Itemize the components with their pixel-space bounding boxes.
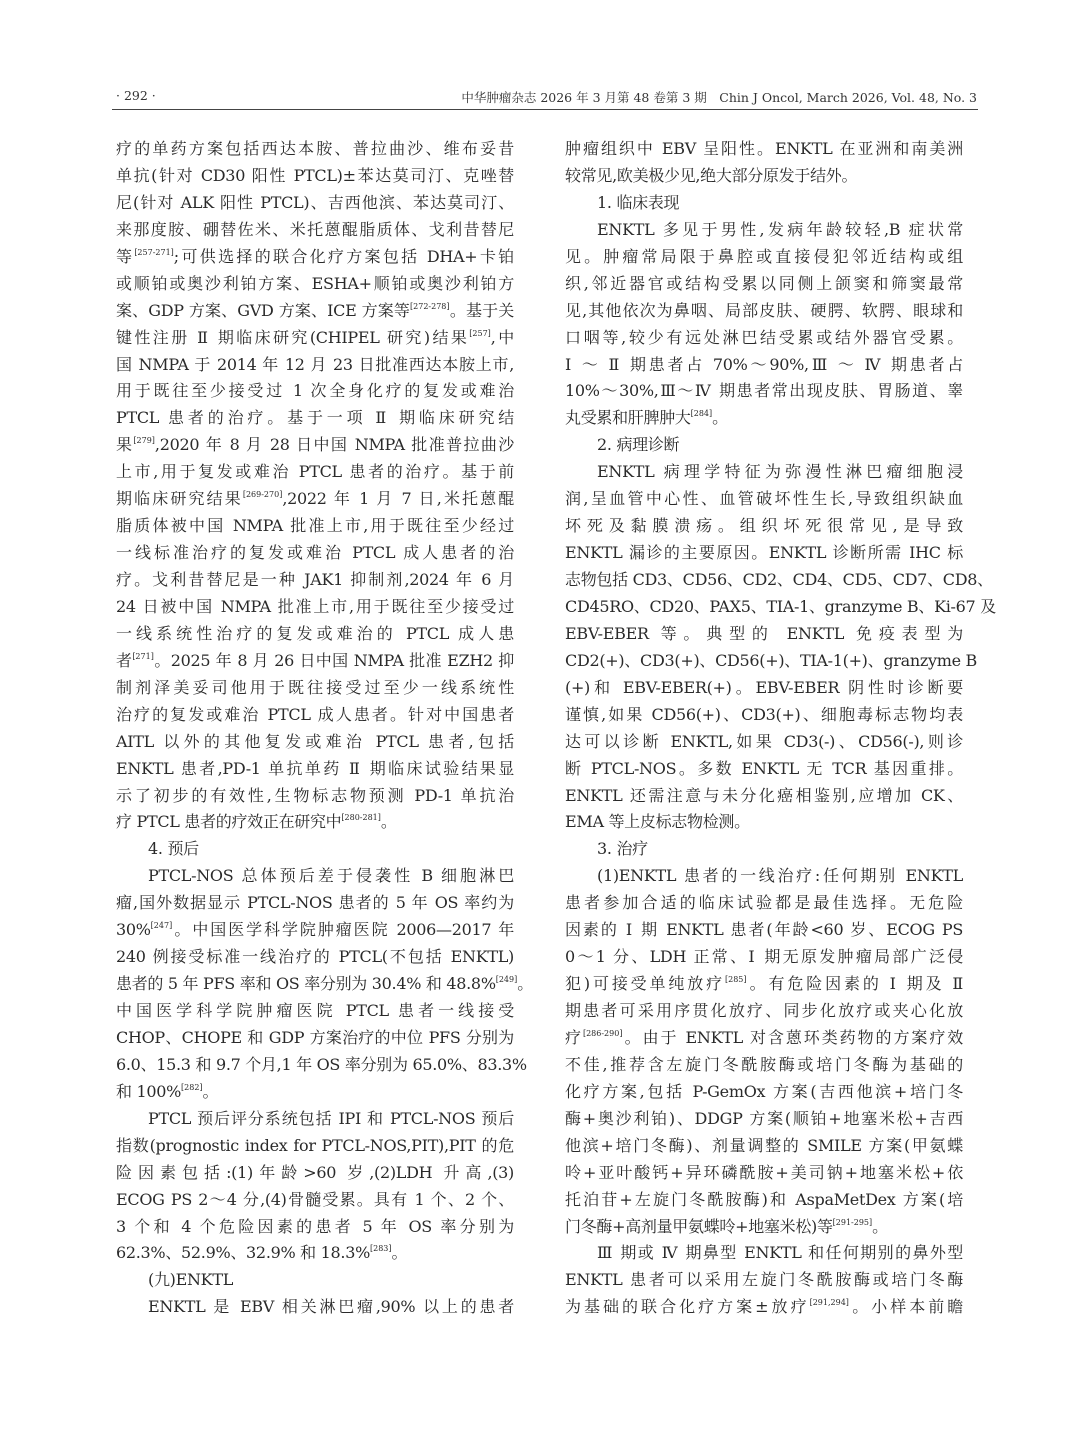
- text-line: PTCL 患者的治疗。基于一项 Ⅱ 期临床研究结: [116, 408, 514, 428]
- citation-ref: [257]: [469, 328, 491, 338]
- running-header: 中华肿瘤杂志 2026 年 3 月第 48 卷第 3 期 Chin J Oncol, March 2026, Vol. 48, No. 3: [461, 90, 977, 105]
- text-line: 上市,用于复发或难治 PTCL 患者的治疗。基于前: [116, 462, 514, 482]
- text-line: 丸受累和肝脾肿大[284]。: [565, 408, 728, 428]
- citation-ref: [269-270]: [242, 490, 283, 500]
- text-line: EMA 等上皮标志物检测。: [565, 812, 750, 832]
- citation-ref: [249]: [495, 975, 518, 985]
- text-line: ENKTL 是 EBV 相关淋巴瘤,90% 以上的患者: [148, 1297, 514, 1317]
- text-line: AITL 以外的其他复发或难治 PTCL 患者,包括: [116, 731, 514, 751]
- citation-ref: [283]: [370, 1244, 392, 1254]
- text-line: 呤+亚叶酸钙+异环磷酰胺+美司钠+地塞米松+依: [565, 1162, 963, 1182]
- citation-ref: [247]: [150, 921, 173, 931]
- text-line: 3. 治疗: [597, 839, 648, 859]
- text-line: (九)ENKTL: [148, 1270, 234, 1290]
- text-line: 果[279],2020 年 8 月 28 日中国 NMPA 批准普拉曲沙: [116, 435, 514, 455]
- citation-ref: [284]: [690, 409, 713, 419]
- text-line: 30%[247]。中国医学科学院肿瘤医院 2006—2017 年: [116, 920, 514, 940]
- text-line: 键性注册 Ⅱ 期临床研究(CHIPEL 研究)结果[257],中: [116, 327, 514, 347]
- text-line: 用于既往至少接受过 1 次全身化疗的复发或难治: [116, 381, 514, 401]
- text-line: ENKTL 多见于男性,发病年龄较轻,B 症状常: [597, 219, 963, 239]
- text-line: 单抗(针对 CD30 阳性 PTCL)±苯达莫司汀、克唑替: [116, 165, 514, 185]
- citation-ref: [279]: [133, 436, 155, 446]
- text-line: 0～1 分、LDH 正常、Ⅰ 期无原发肿瘤局部广泛侵: [565, 947, 963, 967]
- text-line: 者[271]。2025 年 8 月 26 日中国 NMPA 批准 EZH2 抑: [116, 650, 515, 670]
- text-line: 犯)可接受单纯放疗[285]。有危险因素的 Ⅰ 期及 Ⅱ: [565, 974, 963, 994]
- text-line: 示了初步的有效性,生物标志物预测 PD-1 单抗治: [116, 785, 514, 805]
- text-line: 断 PTCL-NOS。多数 ENKTL 无 TCR 基因重排。: [565, 758, 963, 778]
- citation-ref: [286-290]: [582, 1028, 623, 1038]
- text-line: EBV-EBER 等。典型的 ENKTL 免疫表型为: [565, 623, 963, 643]
- text-line: 240 例接受标准一线治疗的 PTCL(不包括 ENKTL): [116, 947, 514, 967]
- text-line: 患者的 5 年 PFS 率和 OS 率分别为 30.4% 和 48.8%[249]。: [116, 974, 533, 994]
- text-line: 织,邻近器官或结构受累以同侧上颌窦和筛窦最常: [565, 273, 963, 293]
- text-line: 化疗方案,包括 P-GemOx 方案(吉西他滨+培门冬: [565, 1081, 963, 1101]
- text-line: 治疗的复发或难治 PTCL 成人患者。针对中国患者: [116, 704, 514, 724]
- text-line: 坏死及黏膜溃疡。组织坏死很常见,是导致: [565, 516, 963, 536]
- text-line: 制剂泽美妥司他用于既往接受过至少一线系统性: [116, 677, 514, 697]
- text-line: 谨慎,如果 CD56(+)、CD3(+)、细胞毒标志物均表: [565, 704, 963, 724]
- text-line: CD45RO、CD20、PAX5、TIA-1、granzyme B、Ki-67 及: [565, 596, 996, 616]
- text-line: 或顺铂或奥沙利铂方案、ESHA+顺铂或奥沙利铂方: [116, 273, 514, 293]
- citation-ref: [291-295]: [832, 1217, 873, 1227]
- text-line: 患者参加合适的临床试验都是最佳选择。无危险: [565, 893, 963, 913]
- citation-ref: [272-278]: [410, 301, 450, 311]
- text-line: 瘤,国外数据显示 PTCL-NOS 患者的 5 年 OS 率约为: [116, 893, 514, 913]
- text-line: 口咽等,较少有远处淋巴结受累或结外器官受累。: [565, 327, 963, 347]
- text-line: (+)和 EBV-EBER(+)。EBV-EBER 阴性时诊断要: [565, 677, 963, 697]
- text-line: 1. 临床表现: [597, 192, 680, 212]
- text-line: 24 日被中国 NMPA 批准上市,用于既往至少接受过: [116, 596, 514, 616]
- text-line: 和 100%[282]。: [116, 1081, 219, 1101]
- text-line: 较常见,欧美极少见,绝大部分原发于结外。: [565, 165, 858, 185]
- text-line: (1)ENKTL 患者的一线治疗:任何期别 ENKTL: [597, 866, 963, 886]
- text-line: 2. 病理诊断: [597, 435, 680, 455]
- text-line: 尼(针对 ALK 阳性 PTCL)、吉西他滨、苯达莫司汀、: [116, 192, 514, 212]
- text-line: 一线标准治疗的复发或难治 PTCL 成人患者的治: [116, 543, 514, 563]
- citation-ref: [257-271]: [134, 247, 174, 257]
- text-line: 志物包括 CD3、CD56、CD2、CD4、CD5、CD7、CD8、: [565, 570, 993, 589]
- text-line: 6.0、15.3 和 9.7 个月,1 年 OS 率分别为 65.0%、83.3%: [116, 1054, 527, 1074]
- text-line: 62.3%、52.9%、32.9% 和 18.3%[283]。: [116, 1243, 408, 1263]
- citation-ref: [291,294]: [809, 1298, 849, 1308]
- text-line: 酶+奥沙利铂)、DDGP 方案(顺铂+地塞米松+吉西: [565, 1108, 963, 1128]
- text-line: PTCL-NOS 总体预后差于侵袭性 B 细胞淋巴: [148, 866, 514, 886]
- text-line: 中国医学科学院肿瘤医院 PTCL 患者一线接受: [116, 1001, 514, 1020]
- text-line: 等[257-271];可供选择的联合化疗方案包括 DHA+卡铂: [116, 246, 515, 266]
- text-line: 他滨+培门冬酶)、剂量调整的 SMILE 方案(甲氨蝶: [565, 1135, 963, 1155]
- citation-ref: [282]: [181, 1082, 203, 1092]
- citation-ref: [271]: [132, 651, 154, 661]
- text-line: 托泊苷+左旋门冬酰胺酶)和 AspaMetDex 方案(培: [565, 1189, 963, 1209]
- text-line: Ⅰ ～ Ⅱ 期患者占 70%～90%,Ⅲ ～ Ⅳ 期患者占: [565, 354, 963, 374]
- text-line: 门冬酶+高剂量甲氨蝶呤+地塞米松)等[291-295]。: [565, 1216, 888, 1236]
- text-line: ENKTL 患者,PD-1 单抗单药 Ⅱ 期临床试验结果显: [116, 758, 514, 778]
- text-line: 一线系统性治疗的复发或难治的 PTCL 成人患: [116, 623, 514, 643]
- text-line: 为基础的联合化疗方案±放疗[291,294]。小样本前瞻: [565, 1297, 964, 1317]
- page-number: · 292 ·: [116, 88, 156, 103]
- text-line: 国 NMPA 于 2014 年 12 月 23 日批准西达本胺上市,: [116, 354, 514, 374]
- left-column: [116, 136, 533, 1321]
- text-line: PTCL 预后评分系统包括 IPI 和 PTCL-NOS 预后: [148, 1108, 514, 1128]
- text-line: 达可以诊断 ENKTL,如果 CD3(-)、CD56(-),则诊: [565, 731, 963, 751]
- citation-ref: [280-281]: [341, 813, 381, 823]
- text-line: ENKTL 还需注意与未分化癌相鉴别,应增加 CK、: [565, 785, 963, 805]
- text-line: 来那度胺、硼替佐米、米托蒽醌脂质体、戈利昔替尼: [116, 219, 514, 239]
- text-line: 疗。戈利昔替尼是一种 JAK1 抑制剂,2024 年 6 月: [116, 570, 514, 589]
- text-line: 疗的单药方案包括西达本胺、普拉曲沙、维布妥昔: [116, 139, 514, 158]
- text-line: ECOG PS 2～4 分,(4)骨髓受累。具有 1 个、2 个、: [116, 1189, 514, 1209]
- text-line: ENKTL 病理学特征为弥漫性淋巴瘤细胞浸: [597, 462, 963, 482]
- text-line: 疗 PTCL 患者的疗效正在研究中[280-281]。: [116, 812, 397, 832]
- text-line: Ⅲ 期或 Ⅳ 期鼻型 ENKTL 和任何期别的鼻外型: [597, 1243, 963, 1263]
- header-rule: [112, 109, 978, 110]
- text-line: ENKTL 患者可以采用左旋门冬酰胺酶或培门冬酶: [565, 1270, 963, 1290]
- text-line: 见。肿瘤常局限于鼻腔或直接侵犯邻近结构或组: [565, 246, 963, 266]
- text-line: 疗[286-290]。由于 ENKTL 对含蒽环类药物的方案疗效: [565, 1027, 963, 1047]
- text-line: ENKTL 漏诊的主要原因。ENKTL 诊断所需 IHC 标: [565, 543, 963, 563]
- text-line: CD2(+)、CD3(+)、CD56(+)、TIA-1(+)、granzyme B: [565, 650, 978, 670]
- text-line: 因素的 Ⅰ 期 ENKTL 患者(年龄<60 岁、ECOG PS: [565, 920, 963, 940]
- text-line: 3 个和 4 个危险因素的患者 5 年 OS 率分别为: [116, 1216, 514, 1236]
- text-line: 脂质体被中国 NMPA 批准上市,用于既往至少经过: [116, 516, 514, 536]
- text-line: 期临床研究结果[269-270],2022 年 1 月 7 日,米托蒽醌: [116, 489, 514, 509]
- text-line: 润,呈血管中心性、血管破坏性生长,导致组织缺血: [565, 489, 963, 509]
- text-line: 不佳,推荐含左旋门冬酰胺酶或培门冬酶为基础的: [565, 1054, 963, 1074]
- text-line: 期患者可采用序贯化放疗、同步化放疗或夹心化放: [565, 1001, 963, 1020]
- right-column: [565, 136, 996, 1321]
- text-line: CHOP、CHOPE 和 GDP 方案治疗的中位 PFS 分别为: [116, 1027, 514, 1047]
- text-line: 肿瘤组织中 EBV 呈阳性。ENKTL 在亚洲和南美洲: [565, 139, 963, 158]
- text-line: 4. 预后: [148, 839, 199, 859]
- text-line: 10%～30%,Ⅲ～Ⅳ 期患者常出现皮肤、胃肠道、睾: [565, 381, 963, 401]
- text-line: 险因素包括:(1)年龄>60 岁,(2)LDH 升高,(3): [116, 1162, 514, 1182]
- text-line: 见,其他依次为鼻咽、局部皮肤、硬腭、软腭、眼球和: [565, 300, 963, 320]
- citation-ref: [285]: [724, 975, 747, 985]
- text-line: 案、GDP 方案、GVD 方案、ICE 方案等[272-278]。基于关: [116, 300, 514, 320]
- text-line: 指数(prognostic index for PTCL-NOS,PIT),PIT 的危: [116, 1135, 514, 1155]
